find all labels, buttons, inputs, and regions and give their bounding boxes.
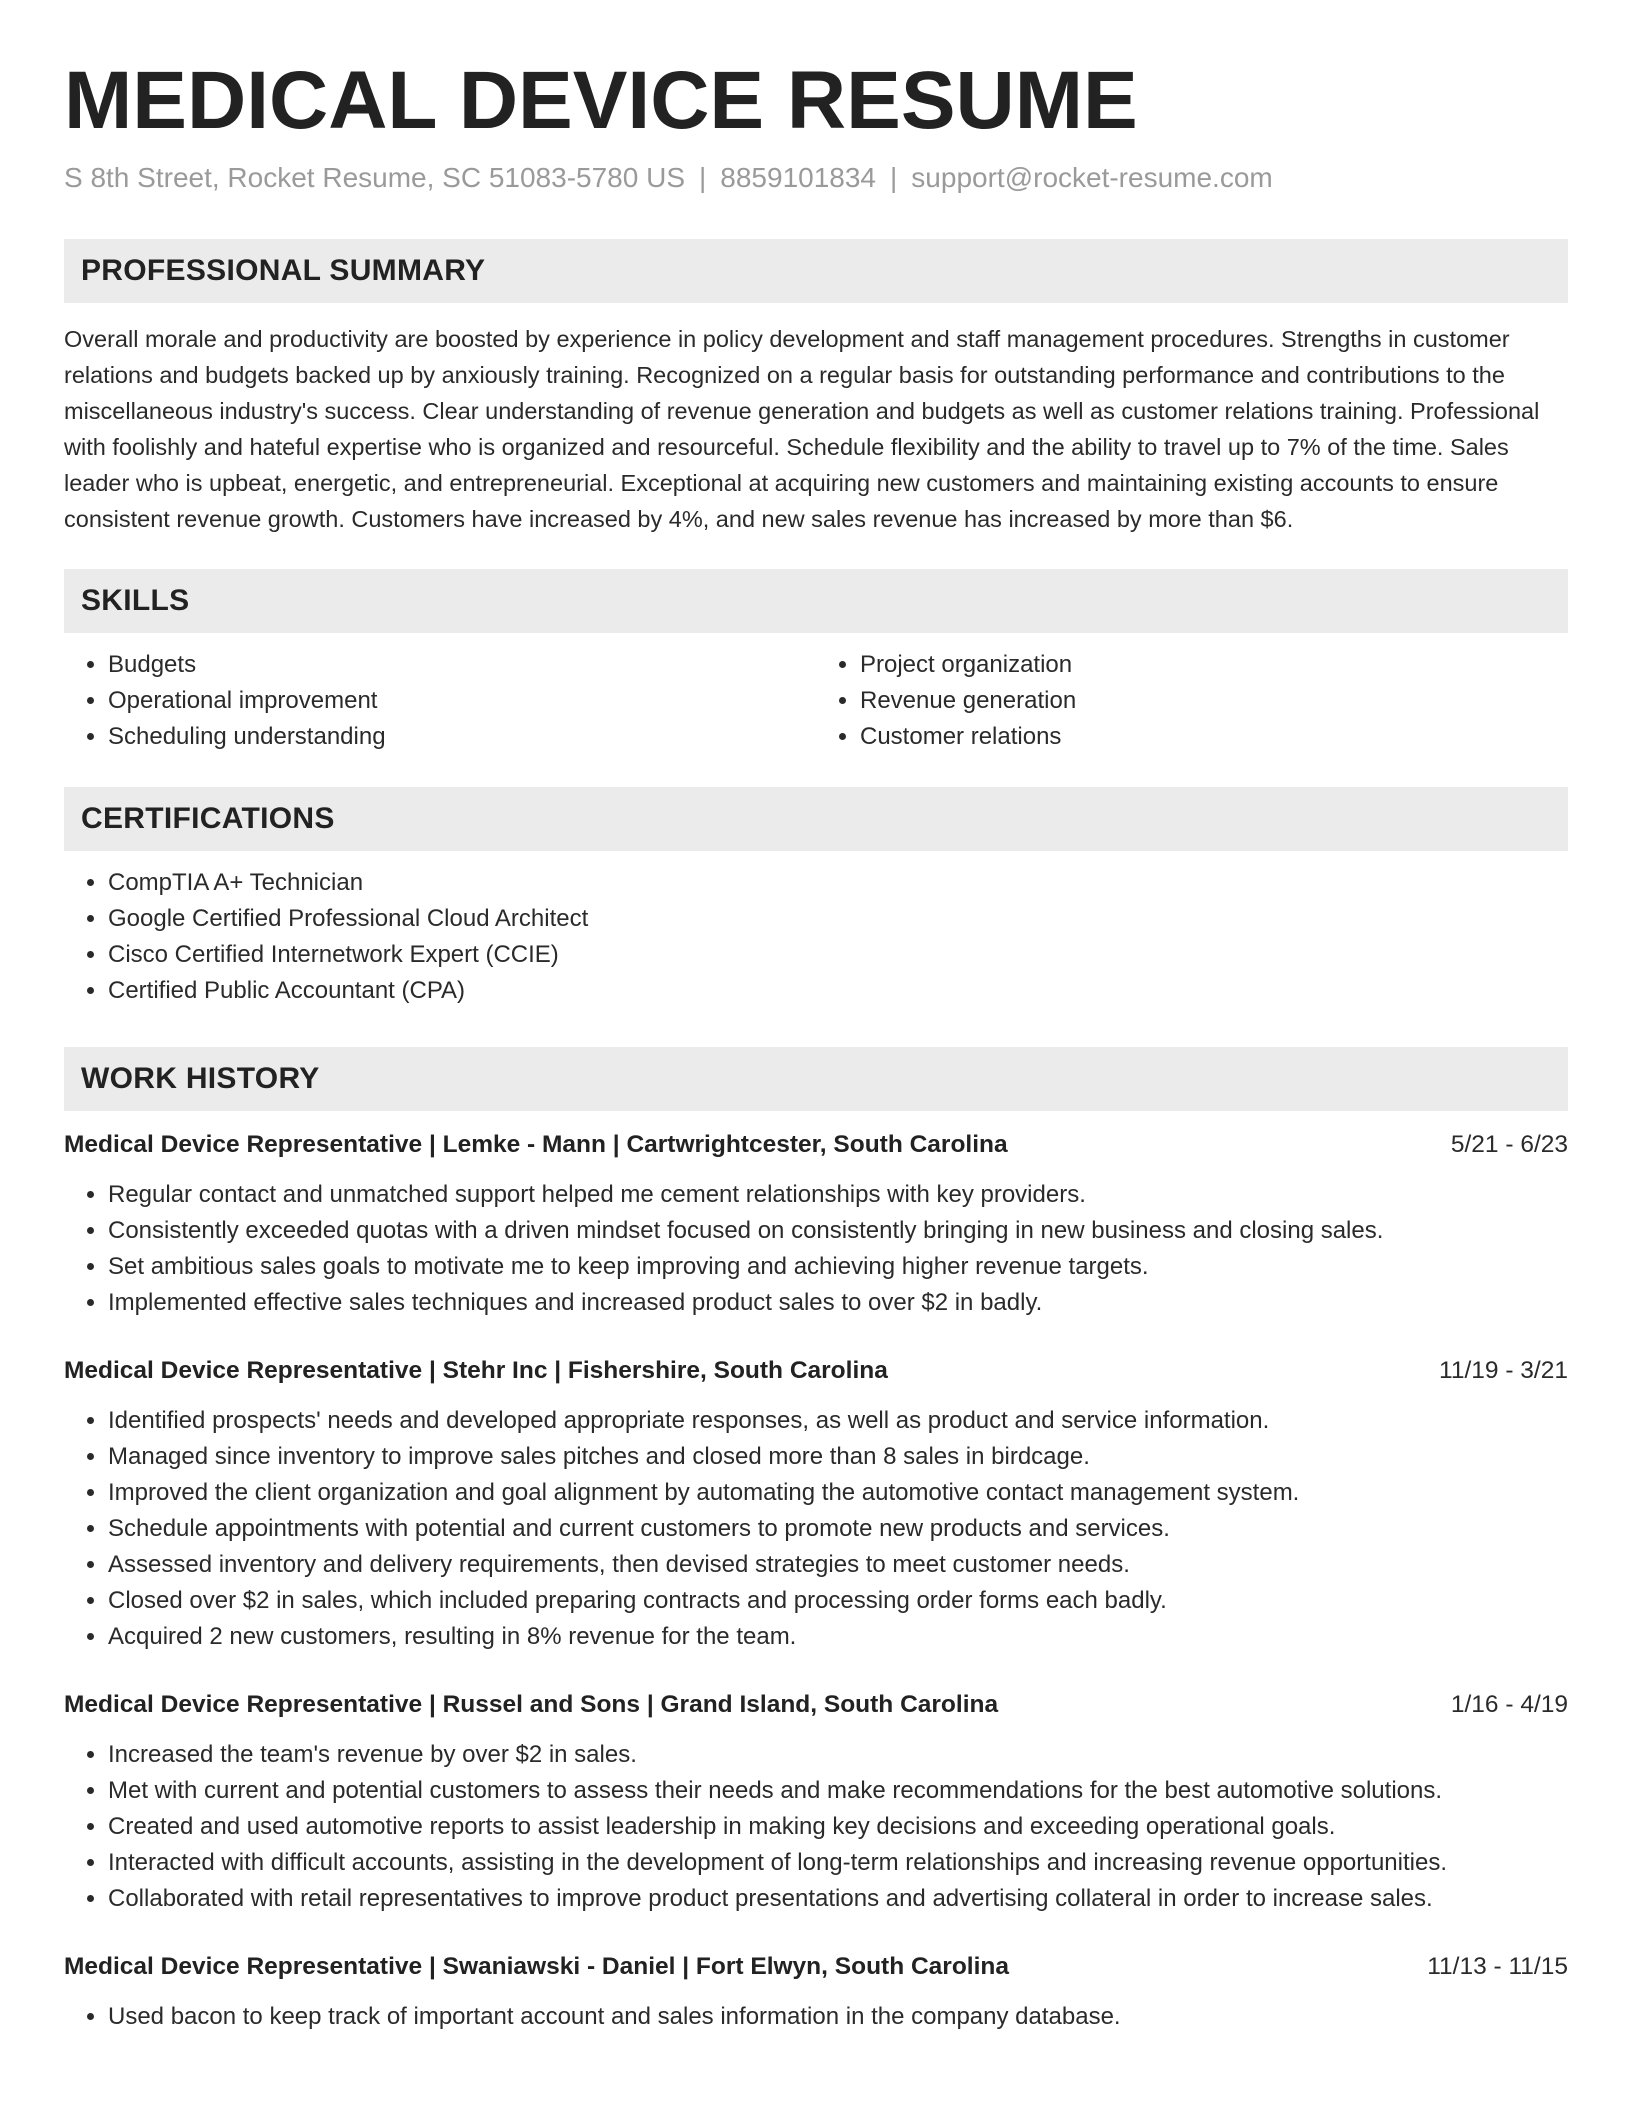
work-history-heading: WORK HISTORY: [81, 1061, 320, 1095]
job-dates: 11/19 - 3/21: [1439, 1356, 1568, 1384]
job-dates: 11/13 - 11/15: [1427, 1952, 1568, 1980]
contact-separator: |: [890, 162, 898, 194]
job-bullet: • Created and used automotive reports to assist leadership in making key decisions and exceeding operational goals.: [108, 1809, 1568, 1845]
job-bullets: [64, 1403, 1568, 1655]
certifications-list: [64, 865, 1568, 1009]
job-bullet: • Used bacon to keep track of important account and sales information in the company database.: [108, 1999, 1568, 2035]
job-title: Medical Device Representative | Russel and Sons | Grand Island, South Carolina: [64, 1690, 999, 1718]
resume-page: [64, 52, 1568, 2035]
summary-text: Overall morale and productivity are boosted by experience in policy development and staff management procedures. Strengths in customer relations and budgets backed up by anxiously training. Recognized on a regular basis for outstanding performance and contributions to the miscellaneous industry's success. Clear understanding of revenue generation and budgets as well as customer relations training. Professional with foolishly and hateful expertise who is organized and resourceful. Schedule flexibility and the ability to travel up to 7% of the time. Sales leader who is upbeat, energetic, and entrepreneurial. Exceptional at acquiring new customers and maintaining existing accounts to ensure consistent revenue growth. Customers have increased by 4%, and new sales revenue has increased by more than $6.: [64, 325, 1540, 532]
job-bullet: • Regular contact and unmatched support helped me cement relationships with key providers.: [108, 1177, 1568, 1213]
job-bullet: • Schedule appointments with potential and current customers to promote new products and services.: [108, 1511, 1568, 1547]
certifications-heading: CERTIFICATIONS: [81, 801, 335, 835]
job-entry: [64, 1687, 1568, 1917]
job-title: Medical Device Representative | Swaniawski - Daniel | Fort Elwyn, South Carolina: [64, 1952, 1009, 1980]
skills-column-right: [816, 647, 1568, 755]
contact-line: [64, 160, 1568, 196]
skill-item: • Operational improvement: [108, 683, 816, 719]
job-header: [64, 1949, 1568, 1985]
skills-section-header: [64, 569, 1568, 633]
job-title: Medical Device Representative | Lemke - Mann | Cartwrightcester, South Carolina: [64, 1130, 1008, 1158]
job-bullet: • Consistently exceeded quotas with a driven mindset focused on consistently bringing in new business and closing sales.: [108, 1213, 1568, 1249]
certifications-section-header: [64, 787, 1568, 851]
skill-item: • Scheduling understanding: [108, 719, 816, 755]
certification-item: • CompTIA A+ Technician: [108, 865, 1568, 901]
job-bullet: • Interacted with difficult accounts, assisting in the development of long-term relationships and increasing revenue opportunities.: [108, 1845, 1568, 1881]
skill-item: • Project organization: [860, 647, 1568, 683]
contact-email: support@rocket-resume.com: [911, 162, 1273, 194]
resume-title: MEDICAL DEVICE RESUME: [64, 55, 1138, 146]
job-bullet: • Improved the client organization and goal alignment by automating the automotive contact management system.: [108, 1475, 1568, 1511]
summary-section-header: [64, 239, 1568, 303]
job-header: [64, 1127, 1568, 1163]
job-bullets: [64, 1737, 1568, 1917]
job-dates: 5/21 - 6/23: [1450, 1130, 1568, 1158]
skills-heading: SKILLS: [81, 583, 190, 617]
work-history-section-header: [64, 1047, 1568, 1111]
summary-heading: PROFESSIONAL SUMMARY: [81, 253, 486, 287]
job-bullet: • Set ambitious sales goals to motivate me to keep improving and achieving higher revenue targets.: [108, 1249, 1568, 1285]
job-bullet: • Met with current and potential customers to assess their needs and make recommendations for the best automotive solutions.: [108, 1773, 1568, 1809]
job-bullets: [64, 1999, 1568, 2035]
job-bullet: • Implemented effective sales techniques and increased product sales to over $2 in badly.: [108, 1285, 1568, 1321]
job-bullet: • Increased the team's revenue by over $2 in sales.: [108, 1737, 1568, 1773]
skill-item: • Customer relations: [860, 719, 1568, 755]
certification-item: • Certified Public Accountant (CPA): [108, 973, 1568, 1009]
contact-separator: |: [699, 162, 707, 194]
certification-item: • Google Certified Professional Cloud Architect: [108, 901, 1568, 937]
job-entry: [64, 1353, 1568, 1655]
job-bullet: • Assessed inventory and delivery requirements, then devised strategies to meet customer needs.: [108, 1547, 1568, 1583]
job-bullet: • Collaborated with retail representatives to improve product presentations and advertising collateral in order to increase sales.: [108, 1881, 1568, 1917]
job-bullet: • Managed since inventory to improve sales pitches and closed more than 8 sales in birdcage.: [108, 1439, 1568, 1475]
job-bullet: • Closed over $2 in sales, which included preparing contracts and processing order forms each badly.: [108, 1583, 1568, 1619]
job-bullet: • Identified prospects' needs and developed appropriate responses, as well as product and service information.: [108, 1403, 1568, 1439]
job-bullets: [64, 1177, 1568, 1321]
skills-list: [64, 647, 1568, 755]
job-bullet: • Acquired 2 new customers, resulting in 8% revenue for the team.: [108, 1619, 1568, 1655]
job-header: [64, 1687, 1568, 1723]
skill-item: • Budgets: [108, 647, 816, 683]
certification-item: • Cisco Certified Internetwork Expert (CCIE): [108, 937, 1568, 973]
contact-phone: 8859101834: [720, 162, 877, 194]
skills-column-left: [64, 647, 816, 755]
job-header: [64, 1353, 1568, 1389]
job-dates: 1/16 - 4/19: [1450, 1690, 1568, 1718]
contact-address: S 8th Street, Rocket Resume, SC 51083-5780 US: [64, 162, 685, 194]
job-title: Medical Device Representative | Stehr Inc | Fishershire, South Carolina: [64, 1356, 888, 1384]
job-entry: [64, 1949, 1568, 2035]
skill-item: • Revenue generation: [860, 683, 1568, 719]
job-entry: [64, 1127, 1568, 1321]
